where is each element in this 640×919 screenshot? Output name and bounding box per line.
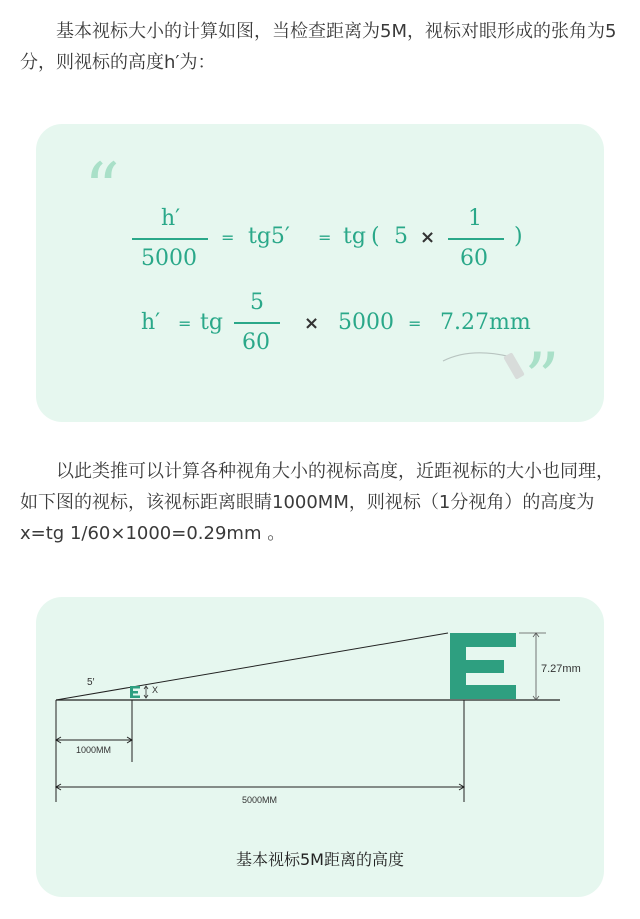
tg-term-2: tg [200, 310, 223, 335]
equals-4: = [408, 314, 422, 333]
five-thousand-term: 5000 [338, 310, 394, 335]
tg-term: tg [343, 224, 366, 249]
x-label: X [152, 685, 159, 695]
frac1-line [132, 238, 208, 240]
dist1-label: 1000MM [76, 745, 112, 755]
intro-paragraph: 基本视标大小的计算如图，当检查距离为5M，视标对眼形成的张角为5分，则视标的高度h′为： [20, 21, 617, 73]
height-label: 7.27mm [541, 663, 581, 675]
frac1-numerator: h′ [161, 206, 181, 231]
times-1: × [420, 227, 436, 248]
frac2-line [448, 238, 504, 240]
frac1-denominator: 5000 [141, 246, 197, 271]
angle-label: 5′ [87, 677, 95, 688]
dist2-label: 5000MM [242, 795, 278, 805]
diagram-caption: 基本视标5M距离的高度 [236, 850, 404, 869]
diagram-card [36, 597, 604, 897]
frac2-numerator: 1 [468, 206, 482, 231]
small-e-optotype [130, 686, 140, 698]
frac3-line [234, 322, 280, 324]
h-term: h′ [141, 310, 161, 335]
frac3-numerator: 5 [250, 290, 264, 315]
explanation-paragraph: 以此类推可以计算各种视角大小的视标高度，近距视标的大小也同理，如下图的视标，该视标距离眼睛1000MM，则视标（1分视角）的高度为x=tg 1/60×1000=0.29mm 。 [20, 461, 614, 544]
equals-2: = [318, 228, 332, 247]
five-term: 5 [394, 224, 408, 249]
equals-1: = [221, 228, 235, 247]
times-2: × [304, 313, 320, 334]
left-paren: ( [371, 224, 380, 249]
open-quote-icon: “ [84, 148, 120, 230]
equals-3: = [178, 314, 192, 333]
big-e-optotype [450, 633, 516, 699]
result-term: 7.27mm [440, 310, 531, 335]
frac2-denominator: 60 [460, 246, 488, 271]
brush-stroke-icon [441, 349, 531, 384]
frac3-denominator: 60 [242, 330, 270, 355]
right-paren: ) [514, 224, 523, 249]
tg5-term: tg5′ [248, 224, 290, 249]
close-quote-icon: ” [524, 338, 560, 420]
formula-card [36, 124, 604, 422]
